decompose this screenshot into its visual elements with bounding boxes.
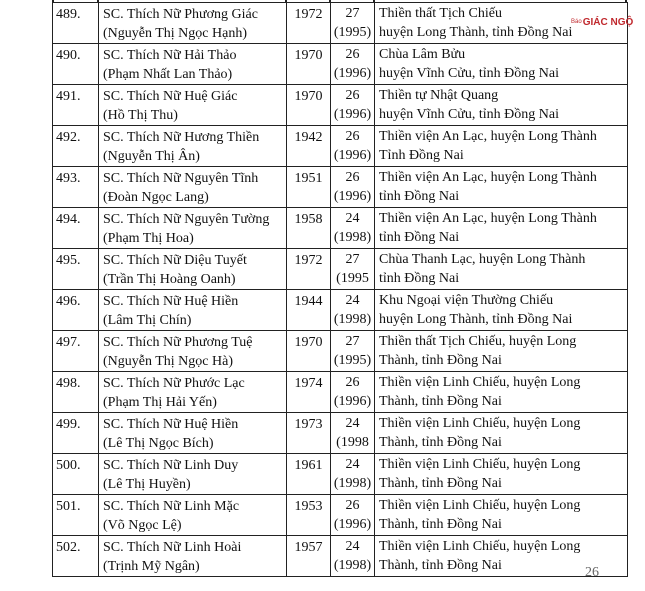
birth-year: 1961 (294, 458, 323, 473)
lay-name: (Hồ Thị Thu) (103, 108, 178, 123)
table-row (53, 44, 628, 85)
ordination-age: 26 (345, 498, 360, 513)
ordination-age: 26 (345, 129, 360, 144)
ordination-cell (331, 331, 375, 372)
row-number-text: 491. (56, 89, 81, 104)
table-row (53, 290, 628, 331)
birth-year-cell (287, 536, 331, 577)
residence-line-2: huyện Vĩnh Cửu, tỉnh Đồng Nai (379, 107, 559, 122)
row-number (53, 44, 99, 85)
residence-cell (375, 454, 628, 495)
ordination-age: 26 (345, 47, 360, 62)
lay-name: (Trần Thị Hoàng Oanh) (103, 272, 236, 287)
birth-year-cell (287, 85, 331, 126)
residence-line-2: Thành, tỉnh Đồng Nai (379, 394, 502, 409)
page-number: 26 (585, 565, 599, 580)
residence-cell (375, 44, 628, 85)
birth-year: 1972 (294, 253, 323, 268)
residence-line-1: Thiền viện An Lạc, huyện Long Thành (379, 211, 597, 226)
ordination-age: 27 (345, 334, 360, 349)
dharma-name: SC. Thích Nữ Linh Mặc (103, 499, 240, 514)
residence-line-1: Thiền viện Linh Chiếu, huyện Long (379, 375, 581, 390)
name-cell (99, 331, 287, 372)
residence-line-1: Thiền viện Linh Chiếu, huyện Long (379, 457, 581, 472)
row-number (53, 413, 99, 454)
row-number (53, 536, 99, 577)
ordination-year: (1996) (333, 517, 372, 532)
row-number (53, 372, 99, 413)
dharma-name: SC. Thích Nữ Hải Thảo (103, 48, 237, 63)
name-cell (99, 290, 287, 331)
row-number (53, 3, 99, 44)
row-number (53, 454, 99, 495)
row-number-text: 495. (56, 253, 81, 268)
row-number-text: 498. (56, 376, 81, 391)
birth-year: 1974 (294, 376, 323, 391)
birth-year: 1951 (294, 171, 323, 186)
row-number-text: 496. (56, 294, 81, 309)
ordination-age: 26 (345, 88, 360, 103)
ordination-year: (1998 (336, 435, 369, 450)
birth-year: 1944 (294, 294, 323, 309)
lay-name: (Nguyễn Thị Ân) (103, 149, 200, 164)
ordination-year: (1996) (333, 148, 372, 163)
ordination-cell (331, 290, 375, 331)
ordination-year: (1996) (333, 66, 372, 81)
row-number-text: 489. (56, 7, 81, 22)
birth-year: 1970 (294, 48, 323, 63)
row-number-text: 497. (56, 335, 81, 350)
dharma-name: SC. Thích Nữ Huệ Hiền (103, 417, 239, 432)
residence-cell (375, 290, 628, 331)
dharma-name: SC. Thích Nữ Phước Lạc (103, 376, 245, 391)
row-number (53, 249, 99, 290)
birth-year: 1973 (294, 417, 323, 432)
dharma-name: SC. Thích Nữ Huệ Giác (103, 89, 238, 104)
dharma-name: SC. Thích Nữ Phương Giác (103, 7, 258, 22)
lay-name: (Lê Thị Huyền) (103, 477, 191, 492)
ordination-register-table (52, 2, 628, 577)
birth-year-cell (287, 249, 331, 290)
birth-year: 1953 (294, 499, 323, 514)
birth-year-cell (287, 413, 331, 454)
ordination-cell (331, 413, 375, 454)
table-row (53, 536, 628, 577)
ordination-cell (331, 208, 375, 249)
ordination-year: (1998) (333, 476, 372, 491)
table-row (53, 454, 628, 495)
dharma-name: SC. Thích Nữ Linh Duy (103, 458, 239, 473)
ordination-year: (1998) (333, 558, 372, 573)
dharma-name: SC. Thích Nữ Nguyên Tĩnh (103, 171, 259, 186)
lay-name: (Võ Ngọc Lệ) (103, 518, 182, 533)
lay-name: (Đoàn Ngọc Lang) (103, 190, 209, 205)
dharma-name: SC. Thích Nữ Phương Tuệ (103, 335, 253, 350)
row-number-text: 490. (56, 48, 81, 63)
lay-name: (Phạm Thị Hải Yến) (103, 395, 217, 410)
residence-line-1: Thiền viện An Lạc, huyện Long Thành (379, 129, 597, 144)
ordination-year: (1995) (333, 25, 372, 40)
birth-year: 1958 (294, 212, 323, 227)
ordination-year: (1995) (333, 353, 372, 368)
residence-cell (375, 249, 628, 290)
ordination-cell (331, 495, 375, 536)
table-row (53, 208, 628, 249)
lay-name: (Lâm Thị Chín) (103, 313, 192, 328)
row-number (53, 85, 99, 126)
ordination-age: 27 (345, 252, 360, 267)
table-row (53, 331, 628, 372)
row-number (53, 208, 99, 249)
residence-line-2: Thành, tỉnh Đồng Nai (379, 517, 502, 532)
ordination-cell (331, 126, 375, 167)
lay-name: (Nguyễn Thị Ngọc Hà) (103, 354, 233, 369)
row-number (53, 495, 99, 536)
row-number-text: 492. (56, 130, 81, 145)
residence-cell (375, 495, 628, 536)
table-row (53, 495, 628, 536)
name-cell (99, 44, 287, 85)
residence-cell (375, 167, 628, 208)
residence-cell (375, 372, 628, 413)
ordination-age: 27 (345, 6, 360, 21)
row-number (53, 167, 99, 208)
residence-line-2: Tỉnh Đồng Nai (379, 148, 464, 163)
dharma-name: SC. Thích Nữ Huệ Hiền (103, 294, 239, 309)
residence-cell (375, 208, 628, 249)
birth-year-cell (287, 167, 331, 208)
ordination-cell (331, 44, 375, 85)
ordination-age: 24 (345, 416, 360, 431)
row-number (53, 331, 99, 372)
table-row (53, 85, 628, 126)
birth-year-cell (287, 454, 331, 495)
residence-line-1: Thiền viện Linh Chiếu, huyện Long (379, 539, 581, 554)
name-cell (99, 249, 287, 290)
birth-year: 1957 (294, 540, 323, 555)
lay-name: (Phạm Nhất Lan Thảo) (103, 67, 233, 82)
name-cell (99, 536, 287, 577)
birth-year: 1972 (294, 7, 323, 22)
birth-year-cell (287, 3, 331, 44)
ordination-age: 24 (345, 211, 360, 226)
dharma-name: SC. Thích Nữ Linh Hoài (103, 540, 242, 555)
ordination-cell (331, 249, 375, 290)
ordination-year: (1996) (333, 189, 372, 204)
row-number (53, 290, 99, 331)
row-number-text: 494. (56, 212, 81, 227)
table-row (53, 126, 628, 167)
residence-line-2: huyện Vĩnh Cửu, tỉnh Đồng Nai (379, 66, 559, 81)
dharma-name: SC. Thích Nữ Diệu Tuyết (103, 253, 247, 268)
ordination-cell (331, 536, 375, 577)
ordination-age: 26 (345, 170, 360, 185)
residence-line-1: Khu Ngoại viện Thường Chiếu (379, 293, 554, 308)
birth-year-cell (287, 208, 331, 249)
name-cell (99, 413, 287, 454)
ordination-year: (1996) (333, 394, 372, 409)
residence-cell (375, 126, 628, 167)
residence-line-1: Thiền viện An Lạc, huyện Long Thành (379, 170, 597, 185)
lay-name: (Trịnh Mỹ Ngân) (103, 559, 200, 574)
residence-cell (375, 85, 628, 126)
ordination-year: (1998) (333, 230, 372, 245)
residence-line-2: Thành, tỉnh Đồng Nai (379, 435, 502, 450)
lay-name: (Lê Thị Ngọc Bích) (103, 436, 214, 451)
residence-line-2: tỉnh Đồng Nai (379, 189, 460, 204)
name-cell (99, 167, 287, 208)
ordination-cell (331, 167, 375, 208)
ordination-age: 26 (345, 375, 360, 390)
ordination-cell (331, 454, 375, 495)
name-cell (99, 372, 287, 413)
ordination-age: 24 (345, 539, 360, 554)
birth-year-cell (287, 126, 331, 167)
residence-line-2: Thành, tỉnh Đồng Nai (379, 476, 502, 491)
name-cell (99, 454, 287, 495)
row-number-text: 501. (56, 499, 81, 514)
newspaper-logo (571, 17, 633, 28)
residence-line-2: tỉnh Đồng Nai (379, 230, 460, 245)
residence-cell (375, 331, 628, 372)
ordination-year: (1998) (333, 312, 372, 327)
residence-line-2: huyện Long Thành, tỉnh Đồng Nai (379, 312, 573, 327)
logo-brand: GIÁC NGỘ (582, 17, 634, 28)
name-cell (99, 495, 287, 536)
residence-line-1: Thiền thất Tịch Chiếu (379, 6, 502, 21)
row-number (53, 126, 99, 167)
lay-name: (Phạm Thị Hoa) (103, 231, 194, 246)
ordination-cell (331, 85, 375, 126)
table-row (53, 413, 628, 454)
birth-year-cell (287, 331, 331, 372)
table-row (53, 249, 628, 290)
residence-line-1: Thiền thất Tịch Chiếu, huyện Long (379, 334, 577, 349)
birth-year-cell (287, 495, 331, 536)
name-cell (99, 85, 287, 126)
row-number-text: 500. (56, 458, 81, 473)
table-row (53, 372, 628, 413)
dharma-name: SC. Thích Nữ Hương Thiền (103, 130, 260, 145)
lay-name: (Nguyễn Thị Ngọc Hạnh) (103, 26, 247, 41)
birth-year-cell (287, 372, 331, 413)
birth-year: 1942 (294, 130, 323, 145)
row-number-text: 493. (56, 171, 81, 186)
table-row (53, 3, 628, 44)
ordination-age: 24 (345, 457, 360, 472)
residence-line-2: huyện Long Thành, tỉnh Đồng Nai (379, 25, 573, 40)
name-cell (99, 126, 287, 167)
dharma-name: SC. Thích Nữ Nguyên Tường (103, 212, 270, 227)
birth-year: 1970 (294, 335, 323, 350)
residence-line-1: Chùa Thanh Lạc, huyện Long Thành (379, 252, 586, 267)
name-cell (99, 208, 287, 249)
birth-year-cell (287, 290, 331, 331)
logo-prefix: Báo (571, 19, 582, 25)
residence-line-1: Thiền tự Nhật Quang (379, 88, 499, 103)
ordination-cell (331, 372, 375, 413)
residence-line-2: Thành, tỉnh Đồng Nai (379, 353, 502, 368)
birth-year: 1970 (294, 89, 323, 104)
ordination-year: (1996) (333, 107, 372, 122)
ordination-cell (331, 3, 375, 44)
ordination-year: (1995 (336, 271, 369, 286)
residence-line-2: tỉnh Đồng Nai (379, 271, 460, 286)
birth-year-cell (287, 44, 331, 85)
ordination-age: 24 (345, 293, 360, 308)
table-row (53, 167, 628, 208)
row-number-text: 502. (56, 540, 81, 555)
name-cell (99, 3, 287, 44)
residence-line-2: Thành, tỉnh Đồng Nai (379, 558, 502, 573)
residence-line-1: Thiền viện Linh Chiếu, huyện Long (379, 498, 581, 513)
residence-line-1: Thiền viện Linh Chiếu, huyện Long (379, 416, 581, 431)
row-number-text: 499. (56, 417, 81, 432)
residence-cell (375, 413, 628, 454)
residence-line-1: Chùa Lâm Bửu (379, 47, 466, 62)
